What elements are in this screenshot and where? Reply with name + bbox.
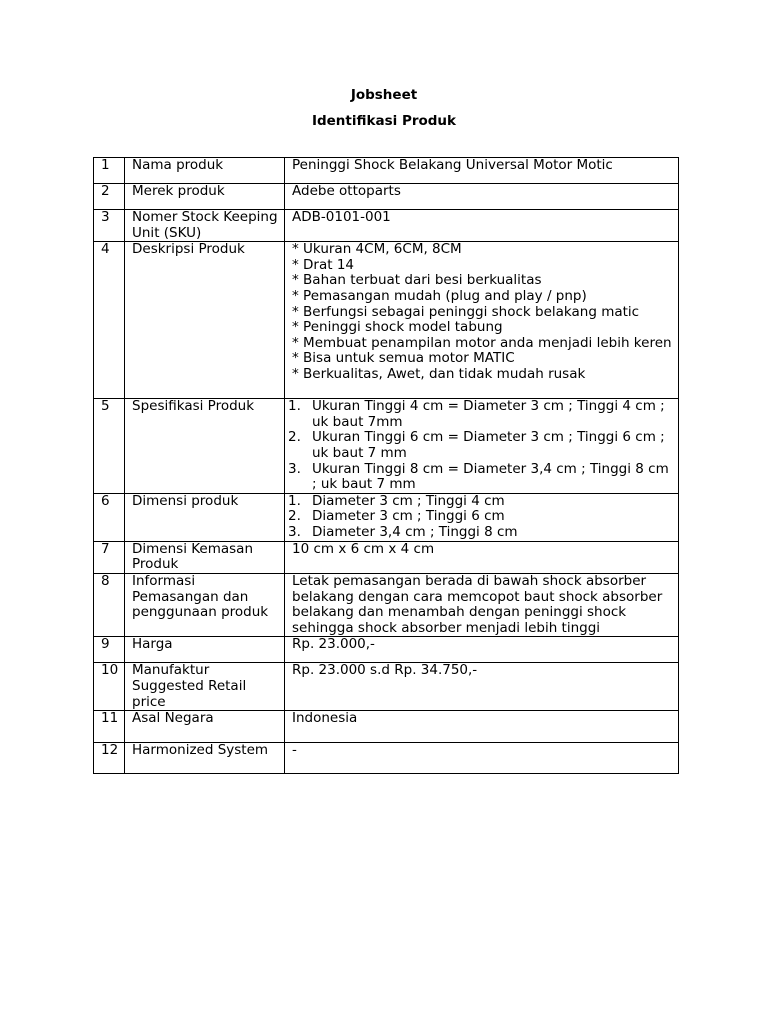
row-label: Deskripsi Produk (125, 242, 285, 399)
list-number: 3. (288, 523, 301, 540)
row-label: Harmonized System (125, 743, 285, 774)
row-number: 5 (94, 399, 125, 494)
row-label: Harga (125, 637, 285, 663)
row-value-list (285, 242, 679, 399)
table-row (94, 399, 679, 494)
list-item (288, 523, 674, 541)
list-number: 3. (288, 460, 301, 477)
row-number: 1 (94, 158, 125, 184)
table-row (94, 637, 679, 663)
table-row (94, 242, 679, 399)
row-label: Informasi Pemasangan dan penggunaan produk (125, 573, 285, 636)
row-number: 3 (94, 210, 125, 242)
description-line: * Pemasangan mudah (plug and play / pnp) (292, 287, 587, 304)
description-line: * Membuat penampilan motor anda menjadi lebih keren (292, 334, 672, 351)
list-number: 1. (288, 493, 301, 509)
row-value: Indonesia (285, 711, 679, 743)
list-number: 1. (288, 398, 301, 415)
list-item (288, 398, 674, 430)
row-label: Manufaktur Suggested Retail price (125, 663, 285, 711)
list-text: Ukuran Tinggi 6 cm = Diameter 3 cm ; Tinggi 6 cm ; uk baut 7 mm (312, 429, 665, 461)
row-label: Nama produk (125, 158, 285, 184)
row-number: 8 (94, 573, 125, 636)
list-number: 2. (288, 508, 301, 525)
row-value: Rp. 23.000 s.d Rp. 34.750,- (285, 663, 679, 711)
table-row (94, 158, 679, 184)
row-number: 4 (94, 242, 125, 399)
table-row (94, 663, 679, 711)
table-row (94, 493, 679, 541)
table-row (94, 184, 679, 210)
row-value: 10 cm x 6 cm x 4 cm (285, 541, 679, 573)
row-number: 12 (94, 743, 125, 774)
row-value: Adebe ottoparts (285, 184, 679, 210)
row-number: 9 (94, 637, 125, 663)
table-row (94, 210, 679, 242)
table-row (94, 711, 679, 743)
description-line: * Berkualitas, Awet, dan tidak mudah rusak (292, 365, 586, 382)
row-value: Letak pemasangan berada di bawah shock absorber belakang dengan cara memcopot baut shock absorber belakang dan menambah dengan peninggi shock sehingga shock absorber menjadi lebih tinggi (285, 573, 679, 636)
specification-list (288, 398, 674, 493)
row-number: 2 (94, 184, 125, 210)
table-row (94, 573, 679, 636)
row-value: Peninggi Shock Belakang Universal Motor Motic (285, 158, 679, 184)
description-line: * Bahan terbuat dari besi berkualitas (292, 272, 542, 289)
list-text: Diameter 3 cm ; Tinggi 6 cm (312, 508, 505, 525)
description-line: * Drat 14 (292, 256, 355, 273)
document-subtitle: Identifikasi Produk (311, 113, 457, 129)
list-text: Diameter 3 cm ; Tinggi 4 cm (312, 493, 505, 509)
row-value: ADB-0101-001 (285, 210, 679, 242)
list-item (288, 429, 674, 461)
row-number: 6 (94, 493, 125, 541)
description-line: * Peninggi shock model tabung (292, 319, 503, 336)
list-text: Ukuran Tinggi 8 cm = Diameter 3,4 cm ; Tinggi 8 cm ; uk baut 7 mm (312, 460, 669, 493)
product-identification-table (93, 157, 679, 774)
list-number: 2. (288, 429, 301, 446)
row-number: 10 (94, 663, 125, 711)
list-item (288, 508, 674, 525)
row-number: 11 (94, 711, 125, 743)
row-label: Dimensi Kemasan Produk (125, 541, 285, 573)
row-label: Merek produk (125, 184, 285, 210)
row-label: Dimensi produk (125, 493, 285, 541)
list-item (288, 460, 674, 493)
list-item (288, 493, 674, 510)
description-line: * Ukuran 4CM, 6CM, 8CM (292, 241, 462, 258)
list-text: Diameter 3,4 cm ; Tinggi 8 cm (312, 523, 518, 540)
row-number: 7 (94, 541, 125, 573)
table-row (94, 541, 679, 573)
description-line: * Bisa untuk semua motor MATIC (292, 350, 515, 367)
dimension-list (288, 493, 674, 541)
row-value: Rp. 23.000,- (285, 637, 679, 663)
row-label: Asal Negara (125, 711, 285, 743)
row-label: Nomer Stock Keeping Unit (SKU) (125, 210, 285, 242)
list-text: Ukuran Tinggi 4 cm = Diameter 3 cm ; Tinggi 4 cm ; uk baut 7mm (312, 398, 665, 430)
table-row (94, 743, 679, 774)
row-value-list (285, 399, 679, 494)
row-value-list (285, 493, 679, 541)
description-line: * Berfungsi sebagai peninggi shock belakang matic (292, 303, 640, 320)
row-label: Spesifikasi Produk (125, 399, 285, 494)
document-title: Jobsheet (350, 87, 418, 103)
row-value: - (285, 743, 679, 774)
